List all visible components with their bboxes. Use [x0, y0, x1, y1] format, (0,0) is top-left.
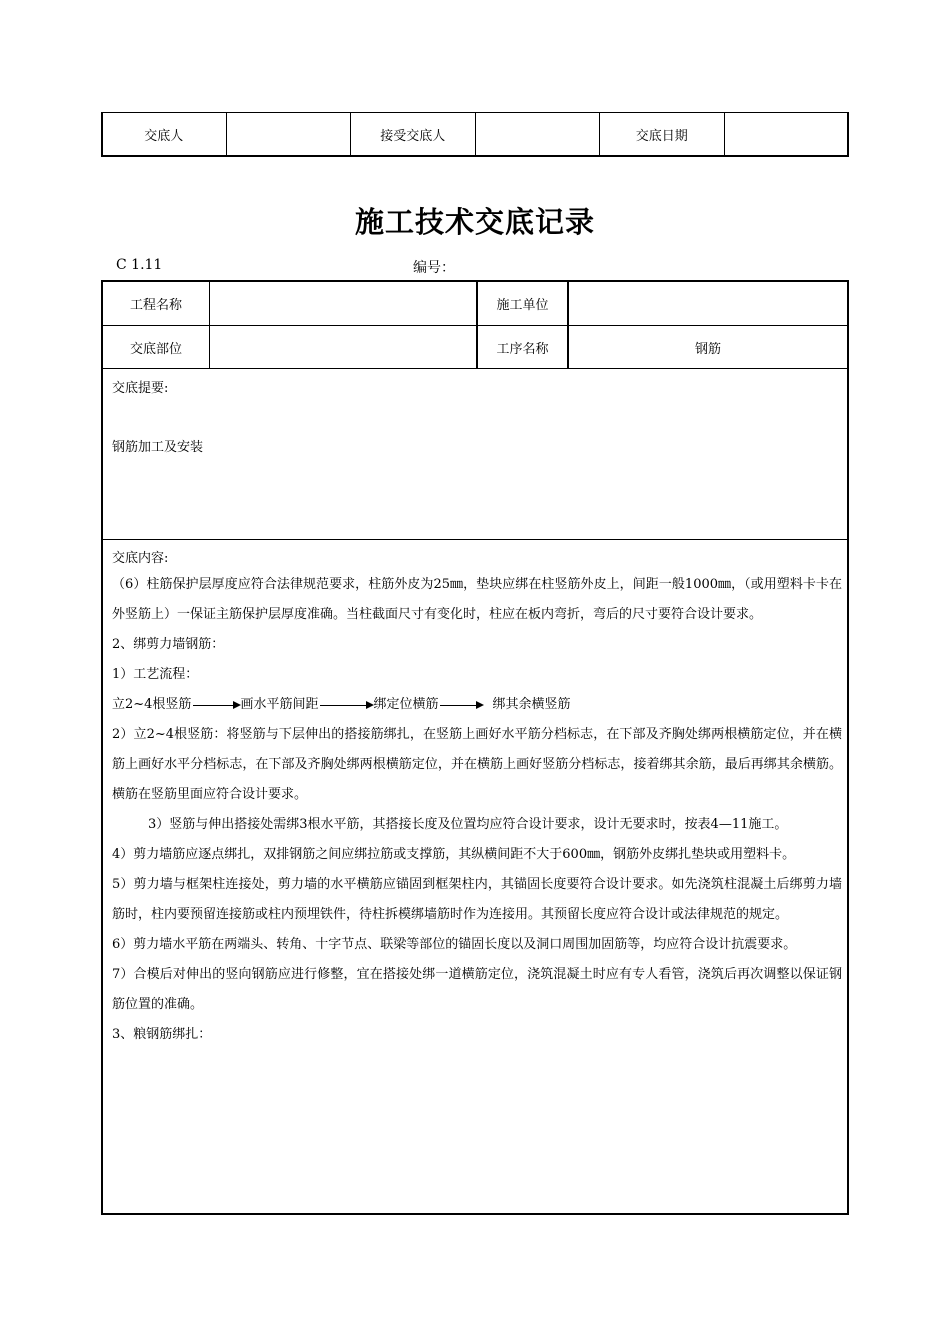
receiver-label: 接受交底人 [351, 113, 476, 157]
flow-step: 绑定位横筋 [373, 697, 439, 712]
form-code: C 1.11 [116, 257, 163, 273]
flow-step: 立2~4根竖筋 [112, 697, 192, 712]
project-row [103, 282, 847, 326]
project-name-field[interactable] [210, 282, 476, 325]
serial-label: 编号： [413, 260, 455, 276]
arrow-right-icon [320, 705, 372, 706]
discloser-field[interactable] [226, 113, 351, 157]
flow-step: 绑其余横竖筋 [492, 697, 571, 712]
contractor-label: 施工单位 [496, 298, 549, 313]
location-field[interactable] [210, 326, 476, 368]
project-name-label: 工程名称 [129, 298, 182, 313]
summary-section [103, 369, 847, 540]
summary-text: 钢筋加工及安装 [112, 440, 204, 455]
page-title: 施工技术交底记录 [354, 205, 595, 239]
summary-label: 交底提要: [112, 381, 169, 396]
location-row [103, 326, 847, 369]
content-paragraph: 1）工艺流程： [112, 667, 199, 682]
location-label: 交底部位 [129, 341, 182, 357]
content-paragraph: 5）剪力墙与框架柱连接处，剪力墙的水平横筋应锚固到框架柱内，其锚固长度要符合设计要求。如先浇筑柱混凝土后绑剪力墙筋时，柱内要预留连接筋或柱内预埋铁件，待柱拆模绑墙筋时作为连接用。其预留长度应符合设计或法律规范的规定。 [112, 877, 842, 922]
arrow-right-icon [440, 705, 482, 706]
content-paragraph: 2、绑剪力墙钢筋： [112, 637, 225, 652]
content-paragraph: 6）剪力墙水平筋在两端头、转角、十字节点、联梁等部位的锚固长度以及洞口周围加固筋等，均应符合设计抗震要求。 [112, 937, 797, 952]
contractor-field[interactable] [569, 282, 847, 325]
flow-step: 画水平筋间距 [240, 697, 319, 712]
arrow-right-icon [193, 705, 239, 706]
discloser-label: 交底人 [102, 113, 227, 157]
content-paragraph: （6）柱筋保护层厚度应符合法律规范要求，柱筋外皮为25㎜，垫块应绑在柱竖筋外皮上，间距一般1000㎜，（或用塑料卡卡在外竖筋上）一保证主筋保护层厚度准确。当柱截面尺寸有变化时，柱应在板内弯折，弯后的尺寸要符合设计要求。 [112, 577, 842, 622]
date-label: 交底日期 [600, 113, 725, 157]
signoff-table [101, 112, 849, 157]
date-field[interactable] [724, 113, 849, 157]
process-label: 工序名称 [496, 341, 549, 357]
content-body [112, 570, 842, 1050]
receiver-field[interactable] [475, 113, 600, 157]
content-paragraph: 3）竖筋与伸出搭接处需绑3根水平筋，其搭接长度及位置均应符合设计要求，设计无要求时，按表4—11施工。 [148, 817, 788, 832]
process-field[interactable]: 钢筋 [694, 341, 721, 357]
content-label: 交底内容: [112, 551, 169, 566]
record-form [101, 280, 849, 1215]
content-paragraph: 2）立2~4根竖筋：将竖筋与下层伸出的搭接筋绑扎，在竖筋上画好水平筋分档标志，在下部及齐胸处绑两根横筋定位，并在横筋上画好水平分档标志，在下部及齐胸处绑两根横筋定位，并在横筋上画好竖筋分档标志，接着绑其余筋，最后再绑其余横筋。横筋在竖筋里面应符合设计要求。 [112, 727, 842, 802]
content-paragraph: 3、粮钢筋绑扎： [112, 1027, 212, 1042]
process-flow [112, 690, 842, 720]
content-paragraph: 7）合模后对伸出的竖向钢筋应进行修整，宜在搭接处绑一道横筋定位，浇筑混凝土时应有专人看管，浇筑后再次调整以保证钢筋位置的准确。 [112, 967, 842, 1012]
content-paragraph: 4）剪力墙筋应逐点绑扎，双排钢筋之间应绑拉筋或支撑筋，其纵横间距不大于600㎜，钢筋外皮绑扎垫块或用塑料卡。 [112, 847, 796, 862]
